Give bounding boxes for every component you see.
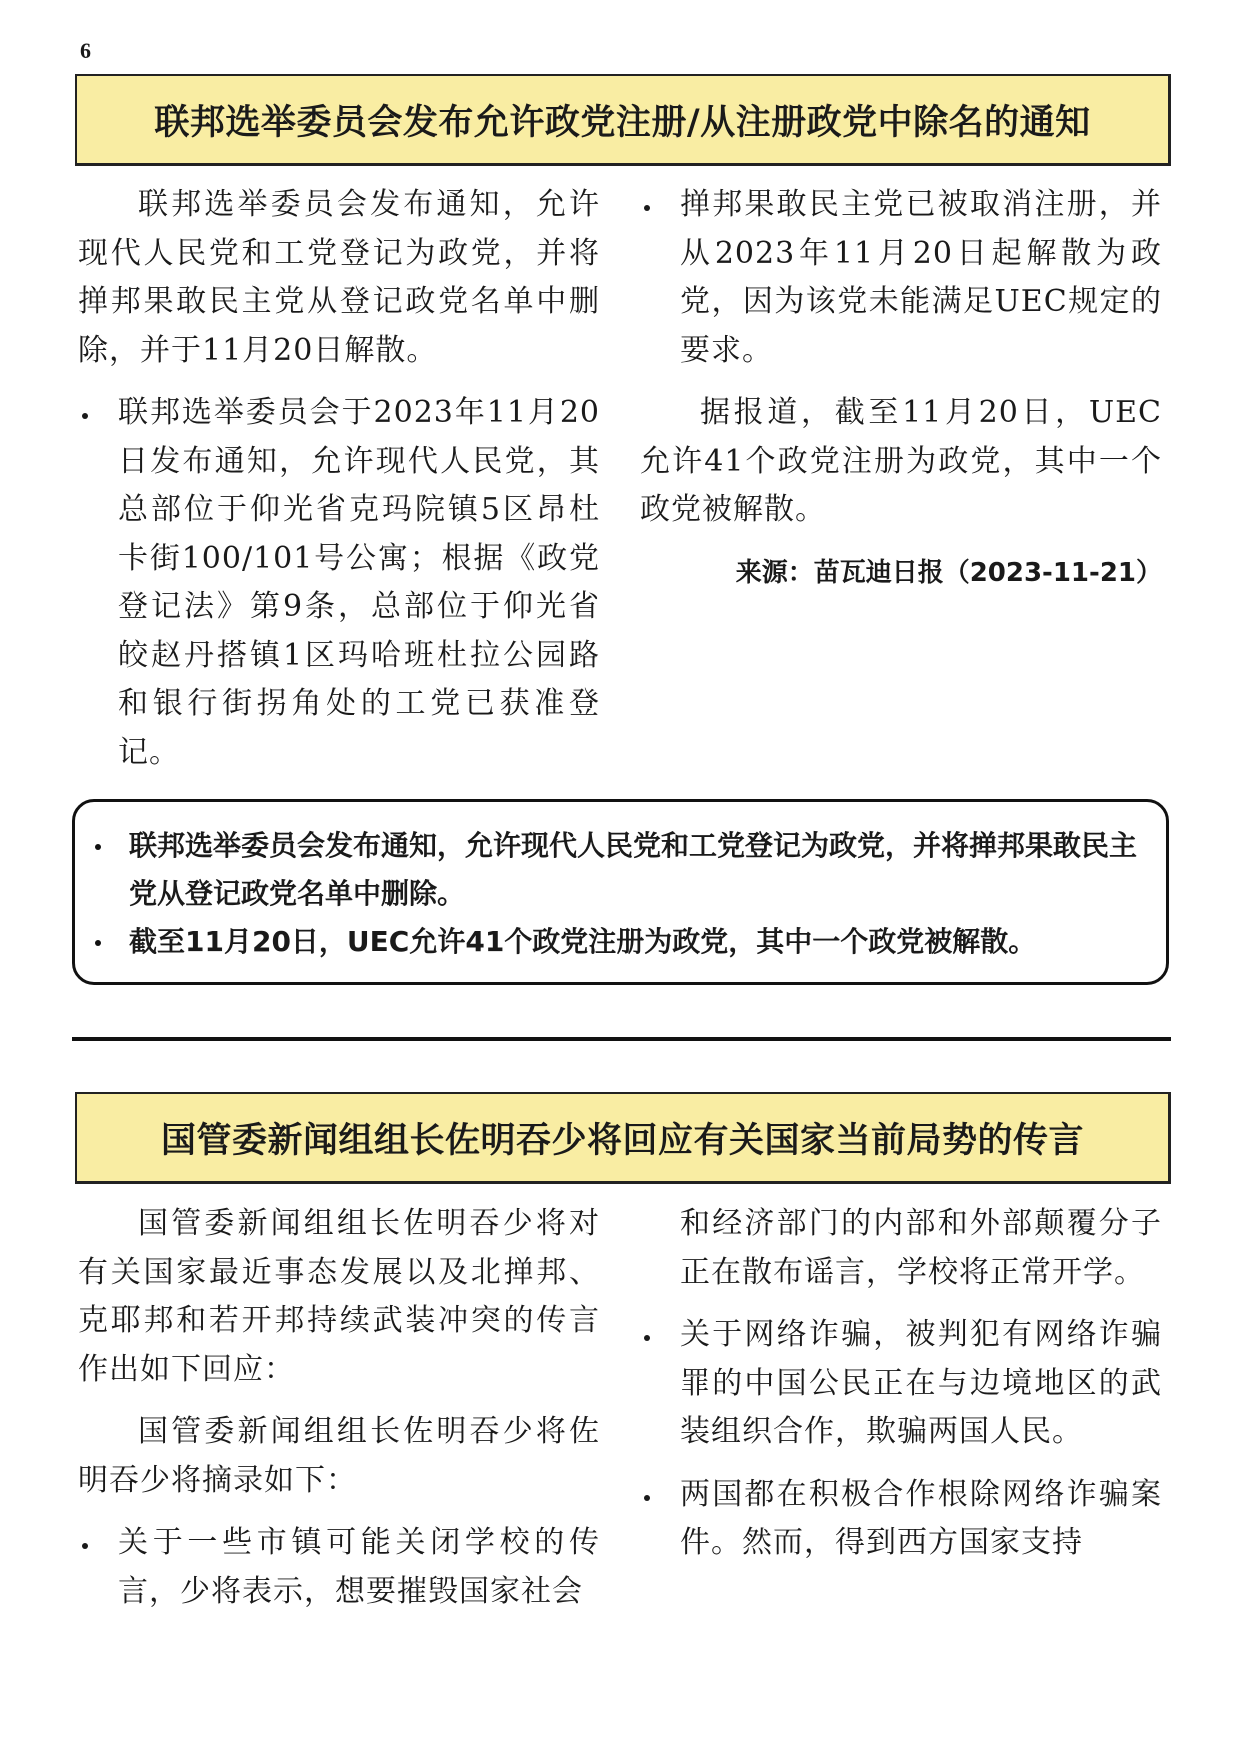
- summary-box: [72, 799, 1169, 985]
- summary-list: [93, 822, 1148, 966]
- article1-left-column: [78, 181, 600, 791]
- summary-item-2: 截至11月20日，UEC允许41个政党注册为政党，其中一个政党被解散。: [93, 918, 1148, 966]
- article2-para2: 国管委新闻组组长佐明吞少将佐明吞少将摘录如下：: [78, 1414, 600, 1498]
- article1-right-column: [640, 181, 1162, 597]
- article2-title: 国管委新闻组组长佐明吞少将回应有关国家当前局势的传言: [160, 1120, 1084, 1161]
- page-number: 6: [80, 38, 91, 63]
- article1-bullet-2: 掸邦果敢民主党已被取消注册，并从2023年11月20日起解散为政党，因为该党未能满足UEC规定的要求。: [640, 181, 1162, 375]
- article2-bullet-1: 关于一些市镇可能关闭学校的传言，少将表示，想要摧毁国家社会: [78, 1519, 600, 1616]
- article1-title-box: [75, 74, 1171, 166]
- article1-bullet-list-left: [78, 389, 600, 777]
- article1-para2: 据报道，截至11月20日，UEC允许41个政党注册为政党，其中一个政党被解散。: [640, 395, 1162, 527]
- article2-para1: 国管委新闻组组长佐明吞少将对有关国家最近事态发展以及北掸邦、克耶邦和若开邦持续武装冲突的传言作出如下回应：: [78, 1206, 600, 1387]
- article2-bullet-list-right: [640, 1311, 1162, 1568]
- article2-title-box: [75, 1092, 1171, 1184]
- section-divider: [72, 1037, 1171, 1041]
- article2-left-column: [78, 1200, 600, 1630]
- article2-bullet-2: 关于网络诈骗，被判犯有网络诈骗罪的中国公民正在与边境地区的武装组织合作，欺骗两国人民。: [640, 1311, 1162, 1457]
- article2-bullet-1-continued: 和经济部门的内部和外部颠覆分子正在散布谣言，学校将正常开学。: [680, 1206, 1162, 1290]
- article2-right-column: [640, 1200, 1162, 1582]
- article1-source: 来源：苗瓦迪日报（2023-11-21）: [735, 557, 1162, 588]
- article1-bullet-1: 联邦选举委员会于2023年11月20日发布通知，允许现代人民党，其总部位于仰光省克玛院镇5区昂杜卡街100/101号公寓；根据《政党登记法》第9条，总部位于仰光省皎赵丹搭镇1区玛哈班杜拉公园路和银行街拐角处的工党已获准登记。: [78, 389, 600, 777]
- article1-title: 联邦选举委员会发布允许政党注册/从注册政党中除名的通知: [154, 102, 1091, 143]
- summary-item-1: 联邦选举委员会发布通知，允许现代人民党和工党登记为政党，并将掸邦果敢民主党从登记政党名单中删除。: [93, 822, 1148, 918]
- article2-bullet-list-left: [78, 1519, 600, 1616]
- article1-intro: 联邦选举委员会发布通知，允许现代人民党和工党登记为政党，并将掸邦果敢民主党从登记政党名单中删除，并于11月20日解散。: [78, 187, 600, 368]
- article1-bullet-list-right: [640, 181, 1162, 375]
- article2-bullet-3: 两国都在积极合作根除网络诈骗案件。然而，得到西方国家支持: [640, 1471, 1162, 1568]
